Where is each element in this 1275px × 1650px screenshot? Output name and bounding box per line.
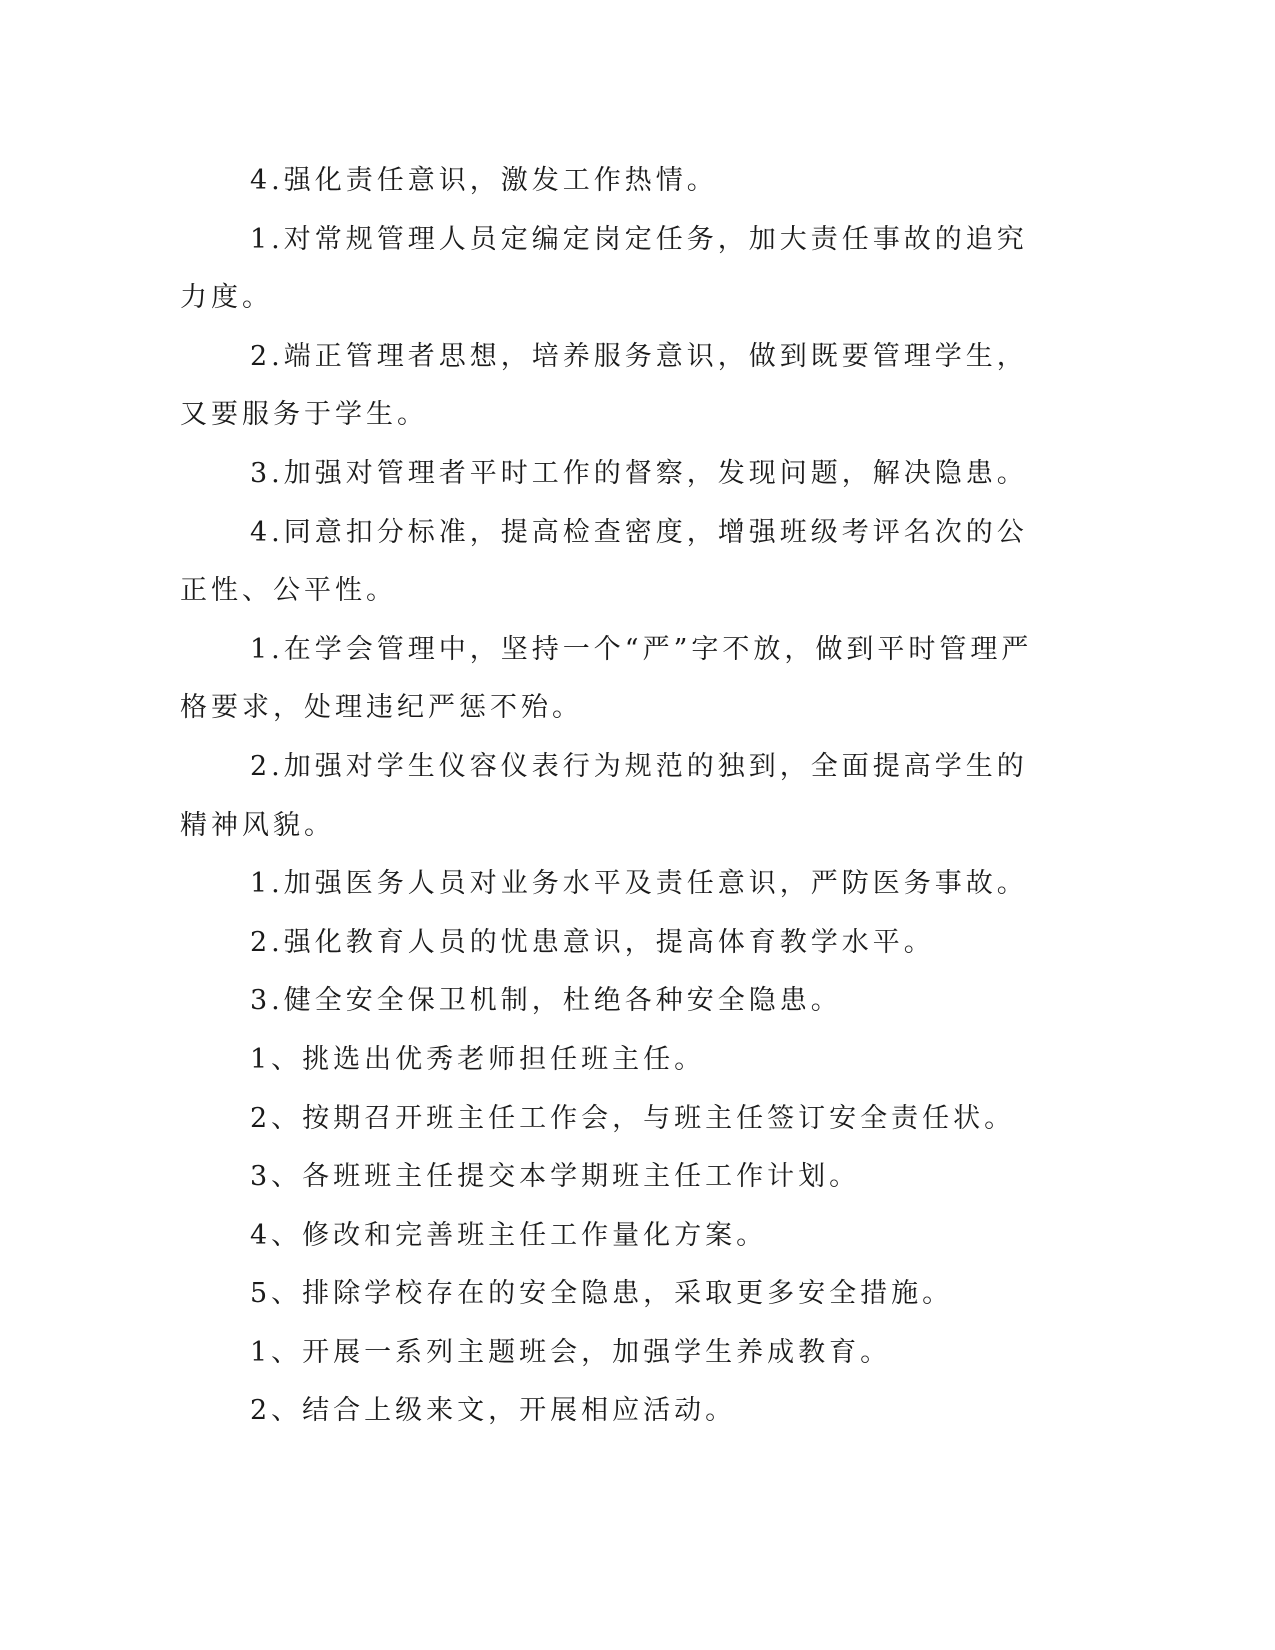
paragraph: 1.加强医务人员对业务水平及责任意识，严防医务事故。: [250, 868, 1028, 900]
document-body: [180, 152, 1040, 1441]
paragraph: 1、挑选出优秀老师担任班主任。: [250, 1043, 706, 1075]
paragraph: 1、开展一系列主题班会，加强学生养成教育。: [250, 1336, 892, 1368]
paragraph: 2、按期召开班主任工作会，与班主任签订安全责任状。: [250, 1102, 1016, 1134]
paragraph: 4.强化责任意识，激发工作热情。: [250, 165, 718, 196]
paragraph: 3、各班班主任提交本学期班主任工作计划。: [250, 1161, 861, 1193]
paragraph: 2.强化教育人员的忧患意识，提高体育教学水平。: [250, 926, 935, 958]
paragraph: 3.健全安全保卫机制，杜绝各种安全隐患。: [250, 985, 842, 1017]
paragraph: 5、排除学校存在的安全隐患，采取更多安全措施。: [250, 1278, 954, 1310]
paragraph: 1.对常规管理人员定编定岗定任务，加大责任事故的追究力度。: [180, 223, 1028, 314]
paragraph: 4.同意扣分标准，提高检查密度，增强班级考评名次的公正性、公平性。: [180, 516, 1028, 607]
paragraph: 2.加强对学生仪容仪表行为规范的独到，全面提高学生的精神风貌。: [180, 750, 1028, 841]
paragraph: 2.端正管理者思想，培养服务意识，做到既要管理学生，又要服务于学生。: [180, 340, 1028, 431]
paragraph: 4、修改和完善班主任工作量化方案。: [250, 1219, 768, 1251]
paragraph: 2、结合上级来文，开展相应活动。: [250, 1395, 737, 1427]
paragraph: 1.在学会管理中，坚持一个“严”字不放，做到平时管理严格要求，处理违纪严惩不殆。: [180, 633, 1033, 724]
paragraph: 3.加强对管理者平时工作的督察，发现问题，解决隐患。: [250, 457, 1028, 489]
